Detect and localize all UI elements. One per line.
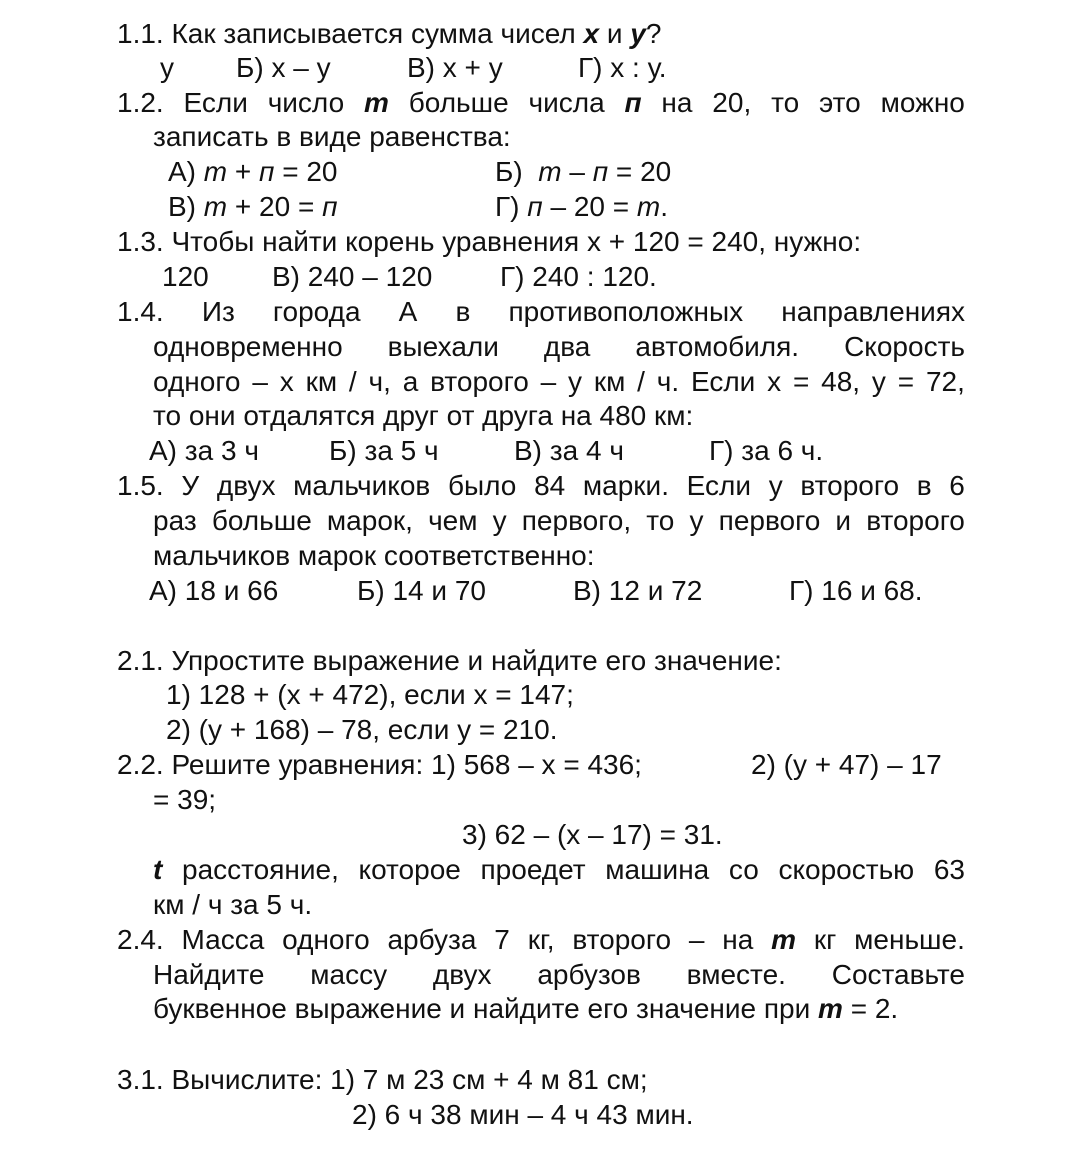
q2-2-line3: 3) 62 – (х – 17) = 31.: [462, 819, 723, 850]
q1-1-option-b: Б) х – у: [236, 52, 331, 83]
q1-1-question: 1.1. Как записывается сумма чисел x и y?: [117, 18, 662, 49]
q1-3-option-b: В) 240 – 120: [272, 261, 433, 292]
q1-4-option-d: Г) за 6 ч.: [709, 435, 824, 466]
q2-1-title: 2.1. Упростите выражение и найдите его значение:: [117, 645, 782, 676]
q1-4-line2: одновременно выехали два автомобиля. Скорость: [153, 331, 965, 362]
q1-5-option-c: В) 12 и 72: [573, 575, 703, 606]
q1-5-line3: мальчиков марок соответственно:: [153, 540, 595, 571]
q1-2-option-b: Б) m – п = 20: [495, 156, 672, 187]
q1-3-option-a: 120: [162, 261, 209, 292]
q2-4-line1: 2.4. Масса одного арбуза 7 кг, второго – на m кг меньше.: [117, 924, 965, 955]
q3-1-line2: 2) 6 ч 38 мин – 4 ч 43 мин.: [352, 1099, 694, 1130]
q1-2-option-d: Г) п – 20 = m.: [495, 191, 668, 222]
q1-1-option-c: В) х + у: [407, 52, 503, 83]
q1-4-option-a: А) за 3 ч: [149, 435, 259, 466]
q2-3-line2: км / ч за 5 ч.: [153, 889, 313, 920]
q2-4-line3: буквенное выражение и найдите его значение при m = 2.: [153, 993, 899, 1024]
q1-5-line1: 1.5. У двух мальчиков было 84 марки. Если у второго в 6: [117, 470, 965, 501]
q1-1-option-a: у: [160, 52, 174, 83]
q2-1-item2: 2) (у + 168) – 78, если у = 210.: [166, 714, 558, 745]
q1-4-line4: то они отдалятся друг от друга на 480 км:: [153, 400, 694, 431]
q1-3-question: 1.3. Чтобы найти корень уравнения х + 120 = 240, нужно:: [117, 226, 862, 257]
q1-5-option-b: Б) 14 и 70: [357, 575, 486, 606]
q1-2-line1: 1.2. Если число m больше числа п на 20, то это можно: [117, 87, 965, 118]
q2-1-item1: 1) 128 + (х + 472), если х = 147;: [166, 679, 574, 710]
q1-2-option-c: В) m + 20 = п: [168, 191, 338, 222]
q1-2-option-a: А) m + п = 20: [168, 156, 338, 187]
q2-3-line1: t расстояние, которое проедет машина со скоростью 63: [153, 854, 965, 885]
q1-2-line2: записать в виде равенства:: [153, 121, 511, 152]
q2-4-line2: Найдите массу двух арбузов вместе. Составьте: [153, 959, 965, 990]
q2-2-line2: = 39;: [153, 784, 217, 815]
q1-3-option-c: Г) 240 : 120.: [500, 261, 657, 292]
q1-4-option-c: В) за 4 ч: [514, 435, 624, 466]
q1-4-line3: одного – х км / ч, а второго – у км / ч. Если х = 48, у = 72,: [153, 366, 965, 397]
q3-1-line1: 3.1. Вычислите: 1) 7 м 23 см + 4 м 81 см;: [117, 1064, 648, 1095]
q1-1-option-d: Г) х : у.: [578, 52, 667, 83]
q2-2-line1b: 2) (у + 47) – 17: [751, 749, 942, 780]
q1-5-option-d: Г) 16 и 68.: [789, 575, 923, 606]
q2-2-line1a: 2.2. Решите уравнения: 1) 568 – х = 436;: [117, 749, 642, 780]
q1-5-option-a: А) 18 и 66: [149, 575, 279, 606]
q1-4-line1: 1.4. Из города А в противоположных направлениях: [117, 296, 965, 327]
q1-5-line2: раз больше марок, чем у первого, то у первого и второго: [153, 505, 965, 536]
q1-4-option-b: Б) за 5 ч: [329, 435, 439, 466]
